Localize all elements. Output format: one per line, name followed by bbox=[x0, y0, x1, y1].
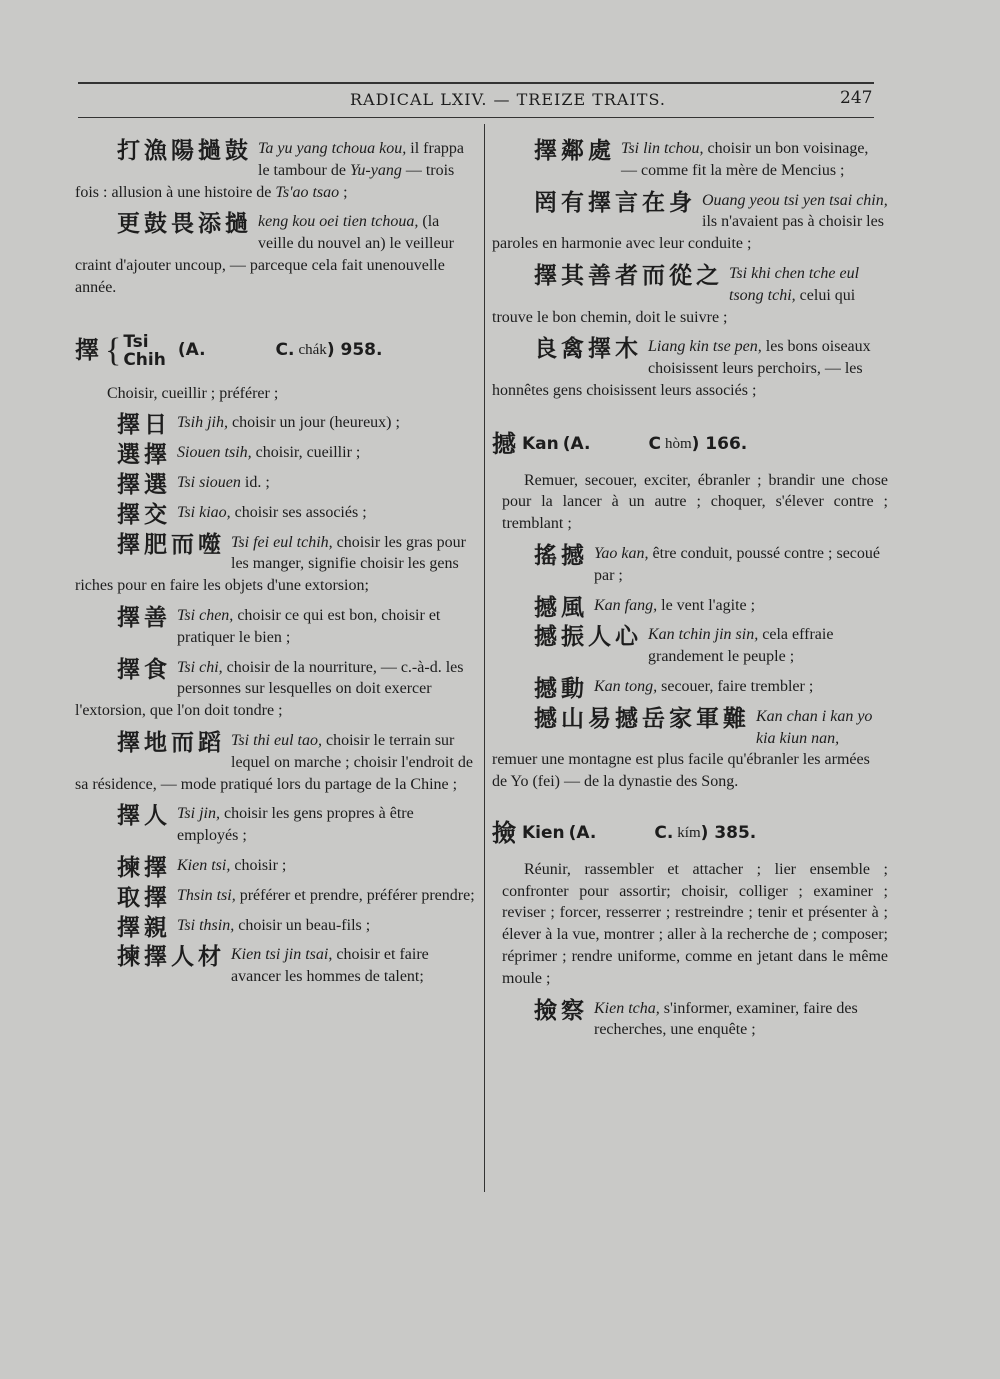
entry bbox=[75, 138, 477, 203]
entry-text bbox=[177, 857, 286, 874]
translation: choisir les gras pour les manger, signifie choisir les gens riches pour en faire les objets d'une extorsion; bbox=[75, 533, 466, 595]
translation: cela effraie grandement le peuple ; bbox=[648, 626, 834, 666]
entry bbox=[75, 914, 477, 941]
romanization: Kan tong, bbox=[594, 677, 658, 695]
top-rule bbox=[78, 82, 874, 84]
romanization-stack: Tsi Chih bbox=[123, 331, 166, 370]
romanization: Liang kin tse pen, bbox=[648, 338, 762, 356]
chinese-term: 擇善 bbox=[117, 604, 171, 631]
entry-text bbox=[177, 917, 370, 934]
romanization: Siouen tsih, bbox=[177, 444, 252, 462]
character-heading-kan: 撼 Kan (A. C hòm ) 166. bbox=[492, 429, 748, 458]
entry-list bbox=[492, 543, 888, 801]
brace: { bbox=[105, 331, 122, 369]
translation: les bons oiseaux choisissent leurs perchoirs, — les honnêtes gens choisissent leurs associés ; bbox=[492, 338, 871, 399]
chinese-term: 撼振人心 bbox=[534, 624, 642, 651]
entry-text bbox=[177, 414, 400, 431]
entry-text bbox=[594, 1000, 858, 1039]
entry-text bbox=[177, 444, 360, 461]
chinese-term: 擇鄰處 bbox=[534, 138, 615, 164]
translation: choisir ses associés ; bbox=[230, 503, 367, 521]
chinese-term: 選擇 bbox=[117, 442, 171, 469]
entry-text bbox=[177, 504, 367, 521]
romanization: Kien tcha, bbox=[594, 999, 660, 1017]
entry bbox=[492, 336, 888, 401]
entry-text bbox=[621, 140, 868, 179]
entry-list bbox=[492, 998, 888, 1050]
chinese-term: 擇地而蹈 bbox=[117, 729, 225, 756]
translation: choisir un beau-fils ; bbox=[234, 916, 371, 934]
translation: s'informer, examiner, faire des recherches, une enquête ; bbox=[594, 999, 858, 1039]
translation: choisir le terrain sur lequel on marche ; choisir l'endroit de sa résidence, — mode pratiqué lors du partage de la Chine ; bbox=[75, 731, 473, 793]
entry bbox=[492, 675, 888, 702]
chinese-term: 打漁陽撾鼓 bbox=[117, 138, 252, 164]
chinese-term: 撼風 bbox=[534, 594, 588, 621]
translation: le vent l'agite ; bbox=[657, 596, 756, 614]
chinese-term: 揀擇 bbox=[117, 854, 171, 881]
romanization: Tsi lin tchou, bbox=[621, 140, 704, 157]
entry-text: keng kou oei tien tchoua, (la veille du nouvel an) le veilleur craint d'ajouter uncoup, — parceque cela fait unenouvelle année. bbox=[75, 213, 454, 296]
chinese-term: 擇人 bbox=[117, 803, 171, 830]
head-character: 撼 bbox=[492, 429, 516, 458]
translation: choisir et faire avancer les hommes de talent; bbox=[231, 946, 429, 986]
entry bbox=[75, 944, 477, 988]
character-heading-kien: 撿 Kien (A. C. kím ) 385. bbox=[492, 818, 757, 847]
head-character: 撿 bbox=[492, 818, 516, 847]
entry bbox=[492, 624, 888, 668]
chinese-term: 撼山易撼岳家軍難 bbox=[534, 705, 750, 732]
romanization: Kan fang, bbox=[594, 596, 658, 614]
chinese-term: 擇日 bbox=[117, 412, 171, 439]
entry bbox=[75, 471, 477, 498]
chinese-term: 撼動 bbox=[534, 675, 588, 702]
translation: choisir ce qui est bon, choisir et pratiquer le bien ; bbox=[177, 606, 441, 646]
entry-text bbox=[177, 474, 270, 491]
entry bbox=[75, 884, 477, 911]
running-header: RADICAL LXIV. — TREIZE TRAITS. bbox=[350, 90, 666, 109]
entry-list bbox=[492, 138, 888, 410]
entry-text bbox=[177, 805, 414, 844]
entry-text bbox=[594, 597, 755, 614]
chinese-term: 擇其善者而從之 bbox=[534, 262, 723, 289]
header-rule bbox=[78, 117, 874, 118]
translation: choisir, cueillir ; bbox=[251, 444, 361, 462]
chinese-term: 取擇 bbox=[117, 884, 171, 911]
romanization: Ouang yeou tsi yen tsai chin, bbox=[702, 191, 888, 209]
chinese-term: 擇肥而噬 bbox=[117, 531, 225, 558]
entry bbox=[492, 706, 888, 793]
translation: préférer et prendre, préférer prendre; bbox=[235, 886, 475, 904]
romanization: Tsi thsin, bbox=[177, 916, 235, 934]
entry bbox=[492, 543, 888, 587]
romanization: Yao kan, bbox=[594, 544, 649, 562]
entry bbox=[492, 998, 888, 1042]
romanization: Tsi chi, bbox=[177, 658, 223, 676]
chinese-term: 撿察 bbox=[534, 997, 588, 1024]
romanization: Tsi thi eul tao, bbox=[231, 731, 322, 749]
entry bbox=[492, 190, 888, 255]
right-column bbox=[492, 138, 888, 1049]
entry-list bbox=[75, 412, 477, 996]
radical-heading: 擇 { Tsi Chih (A. C. chák ) 958. bbox=[75, 331, 383, 370]
romanization: Tsih jih, bbox=[177, 414, 228, 432]
entry-text bbox=[177, 887, 475, 904]
entry bbox=[75, 412, 477, 439]
column-divider bbox=[484, 124, 485, 1192]
entry bbox=[75, 501, 477, 528]
chinese-term: 罔有擇言在身 bbox=[534, 189, 696, 216]
entry-text bbox=[594, 545, 880, 584]
entry bbox=[75, 803, 477, 847]
romanization: Kan tchin jin sin, bbox=[648, 626, 759, 644]
entry bbox=[75, 442, 477, 469]
translation: choisir un jour (heureux) ; bbox=[228, 414, 400, 432]
entry bbox=[492, 263, 888, 328]
entry bbox=[75, 605, 477, 649]
translation: choisir de la nourriture, — c.-à-d. les personnes sur lesquelles on doit exercer l'extorsion, que l'on doit tondre ; bbox=[75, 658, 464, 720]
translation: remuer une montagne est plus facile qu'ébranler les armées de Yo (fei) — de la dynastie des Song. bbox=[492, 751, 870, 791]
entry-text: Ta yu yang tchoua kou, il frappa le tambour de Yu-yang — trois fois : allusion à une histoire de Ts'ao tsao ; bbox=[75, 140, 465, 201]
translation: ils n'avaient pas à choisir les paroles en harmonie avec leur conduite ; bbox=[492, 213, 884, 253]
page-number: 247 bbox=[840, 88, 873, 108]
romanization: Tsi chen, bbox=[177, 606, 234, 624]
romanization: Tsi fei eul tchih, bbox=[231, 533, 333, 551]
romanization: Tsi kiao, bbox=[177, 503, 231, 521]
entry bbox=[75, 211, 477, 298]
entry bbox=[492, 594, 888, 621]
chinese-term: 良禽擇木 bbox=[534, 336, 642, 363]
translation: être conduit, poussé contre ; secoué par ; bbox=[594, 544, 881, 584]
entry-text bbox=[231, 946, 429, 985]
translation: celui qui trouve le bon chemin, doit le suivre ; bbox=[492, 286, 856, 326]
entry-text bbox=[177, 607, 440, 646]
romanization: Kien tsi, bbox=[177, 856, 231, 874]
entry-text bbox=[648, 626, 833, 665]
romanization: Tsi jin, bbox=[177, 805, 220, 823]
entry bbox=[492, 138, 888, 182]
chinese-term: 搖撼 bbox=[534, 542, 588, 569]
chinese-term: 擇食 bbox=[117, 656, 171, 683]
definition: Remuer, secouer, exciter, ébranler ; brandir une chose pour la lancer à un autre ; choquer, s'élever contre ; tremblant ; bbox=[502, 471, 888, 533]
head-character: 擇 bbox=[75, 335, 99, 364]
entry bbox=[75, 730, 477, 795]
romanization: Thsin tsi, bbox=[177, 886, 236, 904]
chinese-term: 擇選 bbox=[117, 471, 171, 498]
entry bbox=[75, 657, 477, 722]
left-column bbox=[75, 138, 477, 996]
chinese-term: 擇交 bbox=[117, 501, 171, 528]
translation: id. ; bbox=[240, 473, 270, 491]
romanization: Kan chan i kan yo kia kiun nan, bbox=[756, 707, 873, 747]
translation: secouer, faire trembler ; bbox=[657, 677, 814, 695]
chinese-term: 揀擇人材 bbox=[117, 944, 225, 971]
romanization: Tsi siouen bbox=[177, 473, 241, 491]
entry bbox=[75, 854, 477, 881]
definition: Réunir, rassembler et attacher ; lier ensemble ; confronter pour assortir; choisir, colliger ; examiner ; reviser ; forcer, resserrer ; restreindre ; tenir et présenter à ; élever à la vue, montrer ; aller à la recherche de ; composer; réprimer ; rendre uniforme, comme en jetant dans le même moule ; bbox=[502, 860, 888, 987]
romanization: Tsi khi chen tche eul tsong tchi, bbox=[729, 264, 860, 304]
chinese-term: 擇親 bbox=[117, 914, 171, 941]
definition: Choisir, cueillir ; préférer ; bbox=[107, 384, 279, 402]
romanization: Kien tsi jin tsai, bbox=[231, 946, 333, 964]
entry bbox=[75, 532, 477, 597]
translation: choisir ; bbox=[230, 856, 287, 874]
translation: choisir les gens propres à être employés ; bbox=[177, 805, 414, 845]
chinese-term: 更鼓畏添撾 bbox=[117, 211, 252, 238]
entry-text bbox=[594, 678, 813, 695]
translation: choisir un bon voisinage, — comme fit la mère de Mencius ; bbox=[621, 140, 869, 179]
